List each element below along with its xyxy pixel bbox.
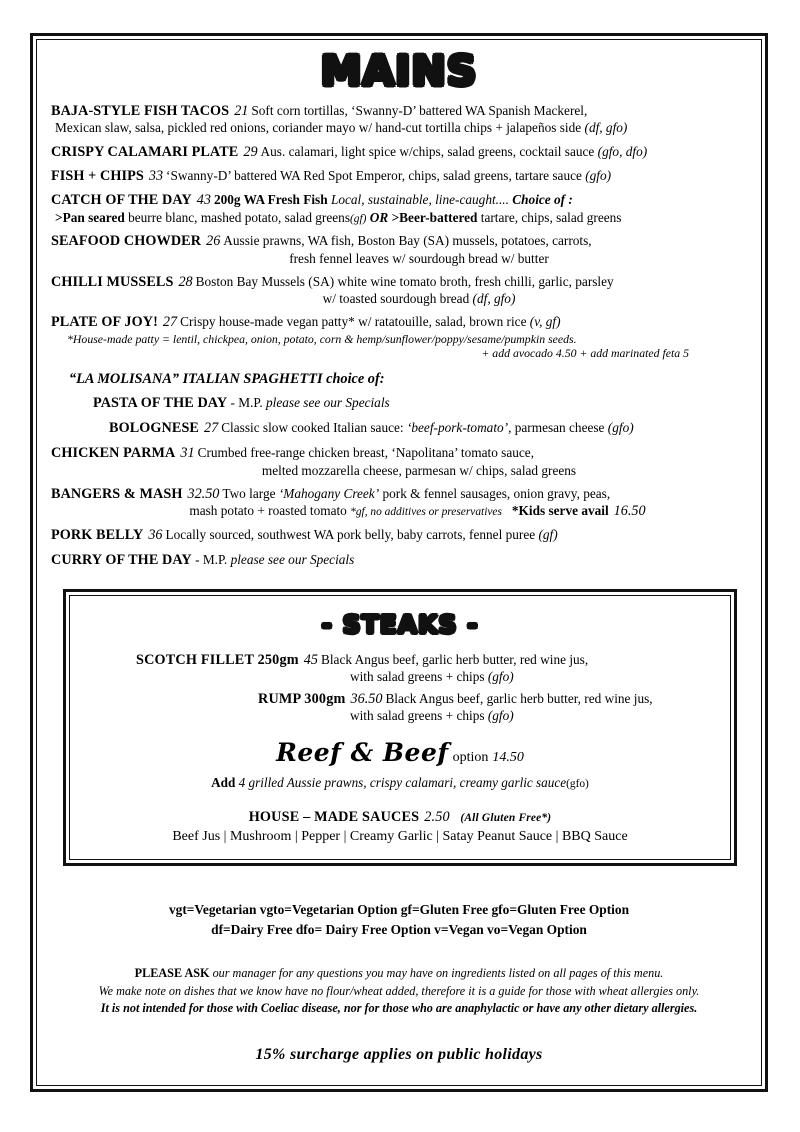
steak-item-description: Black Angus beef, garlic herb butter, red wine jus, — [320, 652, 589, 668]
add-description: 4 grilled Aussie prawns, crispy calamari, creamy garlic sauce — [238, 775, 567, 791]
reef-and-beef-price: 14.50 — [492, 750, 524, 766]
menu-item — [51, 314, 747, 360]
menu-item-addons: + add avocado 4.50 + add marinated feta 5 — [481, 346, 689, 361]
menu-item-description: Crispy house-made vegan patty* w/ ratatouille, salad, brown rice — [180, 314, 527, 330]
steak-item-dietary-tags: (gfo) — [487, 708, 514, 724]
menu-item-dietary-tags: (gfo) — [585, 167, 612, 183]
menu-option-2-description: tartare, chips, salad greens — [480, 209, 622, 225]
option-marker-icon: > — [391, 209, 400, 225]
menu-item — [51, 552, 747, 569]
sauces-heading: HOUSE – MADE SAUCES — [248, 809, 420, 826]
menu-content — [37, 40, 761, 1085]
menu-item-dietary-tags: (df, gfo) — [472, 291, 516, 307]
steak-item — [88, 652, 712, 685]
menu-item-quoted-term: ‘Mahogany Creek’ — [278, 485, 380, 501]
kids-serve-label: *Kids serve avail — [511, 503, 609, 519]
allergy-disclaimer-line-2: We make note on dishes that we know have no flour/wheat added, therefore it is a guide for those with wheat allergies only. — [98, 983, 700, 998]
menu-item-description: Two large — [222, 485, 276, 501]
menu-item-name: PLATE OF JOY! — [51, 314, 158, 331]
menu-item-line-1 — [51, 274, 747, 291]
menu-item-price: 28 — [178, 273, 193, 290]
menu-item-description-cont: Mexican slaw, salsa, pickled red onions, coriander mayo w/ hand-cut tortilla chips + jalapeños side — [55, 120, 582, 136]
add-label: Add — [211, 775, 236, 791]
menu-item-line-1 — [51, 168, 747, 185]
menu-item-dietary-tags: (gf) — [538, 527, 558, 543]
menu-item-description: Soft corn tortillas, ‘Swanny-D’ battered WA Spanish Mackerel, — [251, 103, 588, 119]
menu-item — [51, 192, 747, 226]
menu-item-description-tail: , parmesan cheese — [508, 419, 605, 435]
menu-item-name: CRISPY CALAMARI PLATE — [51, 143, 239, 160]
steak-item-description-cont: with salad greens + chips — [350, 669, 485, 685]
menu-item-line-1 — [51, 314, 747, 331]
steaks-section-box-inner — [69, 595, 731, 860]
menu-item-gf-note: *gf, no additives or preservatives — [350, 506, 502, 519]
menu-item-price: 27 — [162, 314, 178, 331]
menu-item-price: 36 — [148, 527, 163, 544]
menu-option-1-tag: (gf) — [350, 212, 367, 225]
surcharge-notice: 15% surcharge applies on public holidays — [255, 1046, 543, 1064]
reef-and-beef-add-row — [88, 775, 712, 791]
menu-item — [109, 420, 747, 437]
allergy-disclaimer-line-1 — [51, 965, 747, 983]
menu-option-2-name: Beer-battered — [399, 209, 478, 225]
reef-and-beef-option-label: option — [452, 750, 489, 766]
steak-item-price: 36.50 — [350, 691, 383, 708]
steak-item-description-cont: with salad greens + chips — [350, 708, 485, 724]
menu-item — [51, 445, 747, 479]
menu-item — [51, 144, 747, 161]
dietary-legend-line-2: df=Dairy Free dfo= Dairy Free Option v=Vegan vo=Vegan Option — [211, 921, 587, 937]
menu-item — [51, 486, 747, 521]
menu-item-name: CHICKEN PARMA — [51, 445, 176, 462]
menu-item-description: Classic slow cooked Italian sauce: — [221, 419, 404, 435]
menu-item-name: CHILLI MUSSELS — [51, 273, 174, 290]
steak-item-dietary-tags: (gfo) — [487, 669, 514, 685]
menu-item-description-cont: fresh fennel leaves w/ sourdough bread w/ butter — [289, 250, 549, 266]
menu-item-name: CATCH OF THE DAY — [51, 192, 192, 209]
dietary-legend-line-1: vgt=Vegetarian vgto=Vegetarian Option gf=Gluten Free gfo=Gluten Free Option — [168, 902, 630, 918]
menu-item-description: Crumbed free-range chicken breast, ‘Napolitana’ tomato sauce, — [197, 445, 535, 461]
please-ask-text: our manager for any questions you may have on ingredients listed on all pages of this menu. — [212, 966, 664, 981]
reef-and-beef-row — [88, 738, 712, 767]
menu-item — [51, 527, 747, 544]
steak-item — [88, 691, 712, 724]
menu-item — [51, 168, 747, 185]
menu-item-name: FISH + CHIPS — [51, 167, 144, 184]
menu-item-price: 32.50 — [187, 485, 220, 502]
menu-item-sourcing-note: Local, sustainable, line-caught.... — [330, 192, 509, 208]
menu-item-weight-note: 200g WA Fresh Fish — [213, 192, 328, 208]
please-ask-label: PLEASE ASK — [134, 966, 210, 981]
menu-item-footnote: *House-made patty = lentil, chickpea, onion, potato, corn & hemp/sunflower/poppy/sesame/pumpkin seeds. — [67, 331, 577, 346]
sauces-list: Beef Jus | Mushroom | Pepper | Creamy Garlic | Satay Peanut Sauce | BBQ Sauce — [172, 829, 628, 845]
allergy-disclaimer-line-3: It is not intended for those with Coeliac disease, nor for those who are anaphylactic or have any other dietary allergies. — [100, 1001, 698, 1016]
steak-item-description: Black Angus beef, garlic herb butter, red wine jus, — [385, 691, 653, 707]
sauces-heading-row — [88, 809, 712, 826]
menu-item-description-cont: mash potato + roasted tomato — [189, 503, 347, 519]
menu-page-frame — [30, 33, 768, 1092]
sauces-price: 2.50 — [424, 809, 450, 826]
menu-option-1-description: beurre blanc, mashed potato, salad greens — [128, 209, 350, 225]
allergy-disclaimer — [51, 965, 747, 1018]
steak-item-line-2 — [258, 708, 712, 724]
menu-item-name: PASTA OF THE DAY — [93, 394, 228, 411]
menu-item-description-tail: pork & fennel sausages, onion gravy, peas, — [382, 485, 611, 501]
menu-item-description: Aussie prawns, WA fish, Boston Bay (SA) mussels, potatoes, carrots, — [223, 233, 592, 249]
menu-item-dietary-tags: (gfo) — [607, 419, 634, 435]
menu-item-price: 43 — [196, 192, 211, 209]
menu-item-specials-note: please see our Specials — [230, 551, 355, 567]
menu-item-line-1 — [51, 233, 747, 250]
menu-item-line-1 — [93, 395, 747, 412]
menu-item — [93, 395, 747, 412]
menu-item-specials-note: please see our Specials — [266, 394, 390, 410]
steaks-section-title: - STEAKS - — [321, 609, 479, 639]
menu-item — [51, 233, 747, 267]
menu-item-dietary-tags: (gfo, dfo) — [597, 143, 648, 159]
menu-item-name: BANGERS & MASH — [51, 485, 183, 502]
menu-item-price: 31 — [180, 445, 195, 462]
menu-item-price: 21 — [234, 103, 249, 120]
sauces-gluten-note: (All Gluten Free*) — [460, 812, 552, 825]
menu-item-description: Aus. calamari, light spice w/chips, salad greens, cocktail sauce — [260, 143, 595, 159]
steak-item-price: 45 — [303, 652, 318, 669]
menu-item-line-2 — [51, 503, 747, 520]
steak-item-line-1 — [88, 652, 712, 669]
kids-serve-price: 16.50 — [613, 503, 646, 520]
menu-item-dietary-tags: (df, gfo) — [584, 120, 628, 136]
menu-item-price: 26 — [206, 233, 221, 250]
steak-item-line-2 — [88, 669, 712, 685]
menu-item-line-1 — [51, 103, 747, 120]
menu-item — [51, 274, 747, 308]
menu-item-price: 29 — [243, 143, 258, 160]
menu-item-description-cont: w/ toasted sourdough bread — [322, 291, 470, 307]
menu-item-price: 27 — [204, 419, 219, 436]
menu-option-separator: OR — [369, 209, 389, 225]
menu-item-name: BOLOGNESE — [109, 419, 199, 436]
menu-item-choice-label: Choice of : — [512, 192, 573, 208]
menu-item-name: CURRY OF THE DAY — [51, 551, 192, 568]
menu-item-line-2 — [51, 291, 747, 307]
menu-item-line-1 — [51, 192, 747, 209]
spaghetti-section-heading: “LA MOLISANA” ITALIAN SPAGHETTI choice of: — [69, 370, 385, 387]
menu-page-frame-inner — [36, 39, 762, 1086]
add-dietary-tag: (gfo) — [566, 778, 589, 791]
menu-item-price-label: - M.P. — [195, 551, 228, 567]
menu-item-dietary-tags: (v, gf) — [529, 314, 561, 330]
menu-option-1-name: Pan seared — [62, 209, 125, 225]
menu-item-line-1 — [51, 144, 747, 161]
menu-item-line-2 — [55, 210, 747, 227]
steak-item-name: SCOTCH FILLET 250gm — [136, 652, 299, 669]
menu-item-description-cont: melted mozzarella cheese, parmesan w/ chips, salad greens — [261, 462, 577, 478]
dietary-legend — [51, 900, 747, 939]
page-title: MAINS — [320, 47, 478, 95]
menu-item-name: SEAFOOD CHOWDER — [51, 233, 202, 250]
menu-item — [51, 103, 747, 137]
reef-and-beef-title: Reef & Beef — [276, 738, 449, 768]
menu-item-line-2 — [51, 463, 747, 479]
menu-item-price: 33 — [148, 167, 164, 184]
menu-item-line-1 — [51, 486, 747, 503]
steak-item-line-1 — [258, 691, 712, 708]
menu-item-price-label: - M.P. — [230, 394, 263, 410]
menu-item-line-2 — [55, 120, 747, 136]
menu-item-line-1 — [51, 445, 747, 462]
menu-item-description: Locally sourced, southwest WA pork belly, baby carrots, fennel puree — [165, 527, 536, 543]
menu-item-line-1 — [51, 527, 747, 544]
menu-item-line-2 — [51, 251, 747, 267]
menu-item-line-1 — [109, 420, 747, 437]
menu-item-name: PORK BELLY — [51, 527, 144, 544]
menu-item-name: BAJA-STYLE FISH TACOS — [51, 103, 230, 120]
steaks-section-box — [63, 589, 737, 866]
menu-item-description: Boston Bay Mussels (SA) white wine tomato broth, fresh chilli, garlic, parsley — [195, 273, 614, 289]
menu-item-quoted-term: ‘beef-pork-tomato’ — [406, 419, 509, 435]
steak-item-name: RUMP 300gm — [258, 691, 346, 708]
menu-item-description: ‘Swanny-D’ battered WA Red Spot Emperor, chips, salad greens, tartare sauce — [166, 167, 582, 183]
option-marker-icon: > — [55, 209, 63, 225]
menu-item-line-1 — [51, 552, 747, 569]
